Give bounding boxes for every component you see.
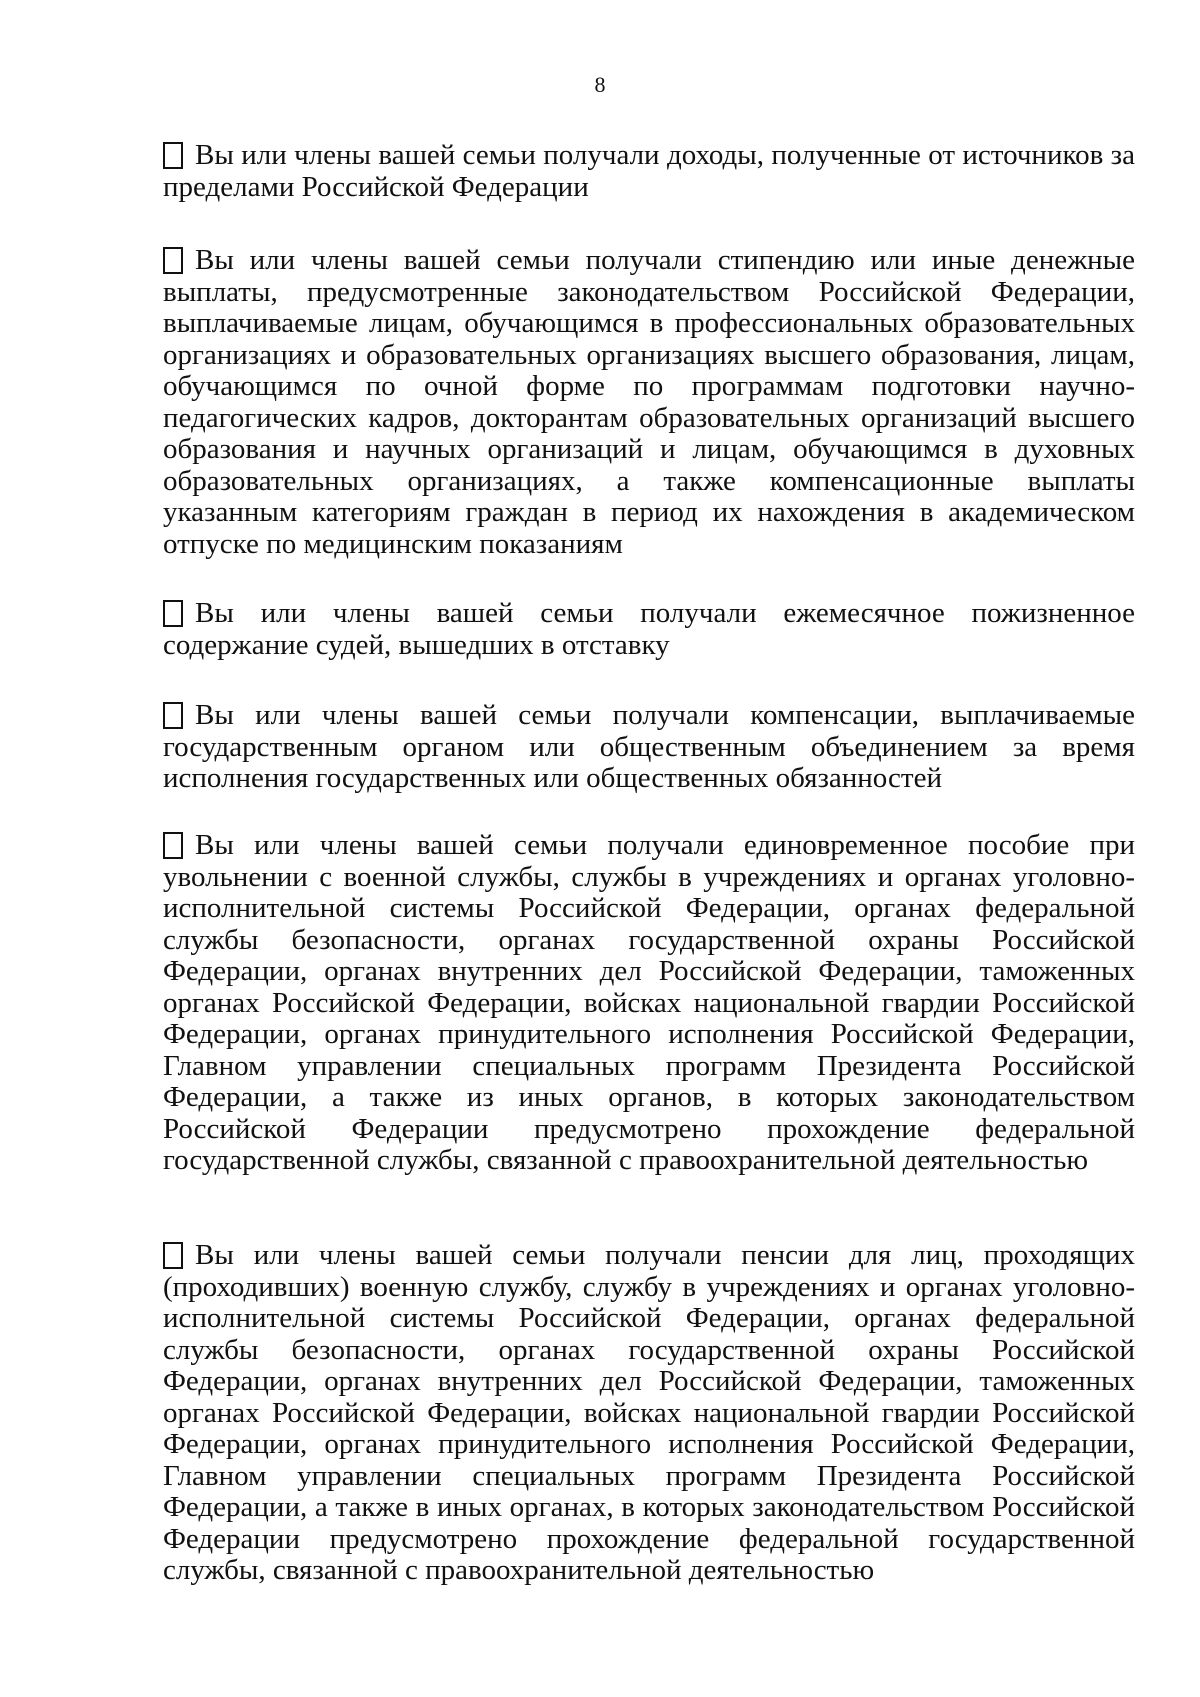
option-text: Вы или члены вашей семьи получали пенсии для лиц, проходящих (проходивших) военную службу, службу в учреждениях и органах уголовно-исполнительной системы Российской Федерации, органах федеральной службы безопасности, органах государственной охраны Российской Федерации, органах внутренних дел Российской Федерации, таможенных органах Российской Федерации, войсках национальной гвардии Российской Федерации, органах принудительного исполнения Российской Федерации, Главном управлении специальных программ Президента Российской Федерации, а также в иных органах, в которых законодательством Российской Федерации предусмотрено прохождение федеральной государственной службы, связанной с правоохранительной деятельностью: [163, 1239, 1135, 1586]
income-option-judge-allowance: [163, 598, 1135, 661]
checkbox-foreign-sources[interactable]: [163, 142, 183, 169]
income-option-public-duty-compensation: [163, 700, 1135, 795]
option-text: Вы или члены вашей семьи получали стипендию или иные денежные выплаты, предусмотренные законодательством Российской Федерации, выплачиваемые лицам, обучающимся в профессиональных образовательных организациях и образовательных организациях высшего образования, лицам, обучающимся по очной форме по программам подготовки научно-педагогических кадров, докторантам образовательных организаций высшего образования и научных организаций и лицам, обучающимся в духовных образовательных организациях, а также компенсационные выплаты указанным категориям граждан в период их нахождения в академическом отпуске по медицинским показаниям: [163, 244, 1135, 560]
checkbox-judge-allowance[interactable]: [163, 600, 183, 627]
income-option-dismissal-allowance: [163, 830, 1135, 1177]
checkbox-dismissal-allowance[interactable]: [163, 832, 183, 859]
checkbox-scholarship[interactable]: [163, 247, 183, 274]
income-option-foreign-sources: [163, 140, 1135, 203]
income-option-scholarship: [163, 245, 1135, 560]
checkbox-public-duty-compensation[interactable]: [163, 702, 183, 729]
option-text: Вы или члены вашей семьи получали единовременное пособие при увольнении с военной службы, службы в учреждениях и органах уголовно-исполнительной системы Российской Федерации, органах федеральной службы безопасности, органах государственной охраны Российской Федерации, органах внутренних дел Российской Федерации, таможенных органах Российской Федерации, войсках национальной гвардии Российской Федерации, органах принудительного исполнения Российской Федерации, Главном управлении специальных программ Президента Российской Федерации, а также из иных органов, в которых законодательством Российской Федерации предусмотрено прохождение федеральной государственной службы, связанной с правоохранительной деятельностью: [163, 829, 1135, 1176]
page-number: 8: [594, 72, 606, 97]
income-option-service-pension: [163, 1240, 1135, 1587]
option-text: Вы или члены вашей семьи получали ежемесячное пожизненное содержание судей, вышедших в отставку: [163, 597, 1135, 661]
option-text: Вы или члены вашей семьи получали доходы, полученные от источников за пределами Российской Федерации: [163, 139, 1135, 203]
option-text: Вы или члены вашей семьи получали компенсации, выплачиваемые государственным органом или общественным объединением за время исполнения государственных или общественных обязанностей: [163, 699, 1135, 794]
checkbox-service-pension[interactable]: [163, 1242, 183, 1269]
